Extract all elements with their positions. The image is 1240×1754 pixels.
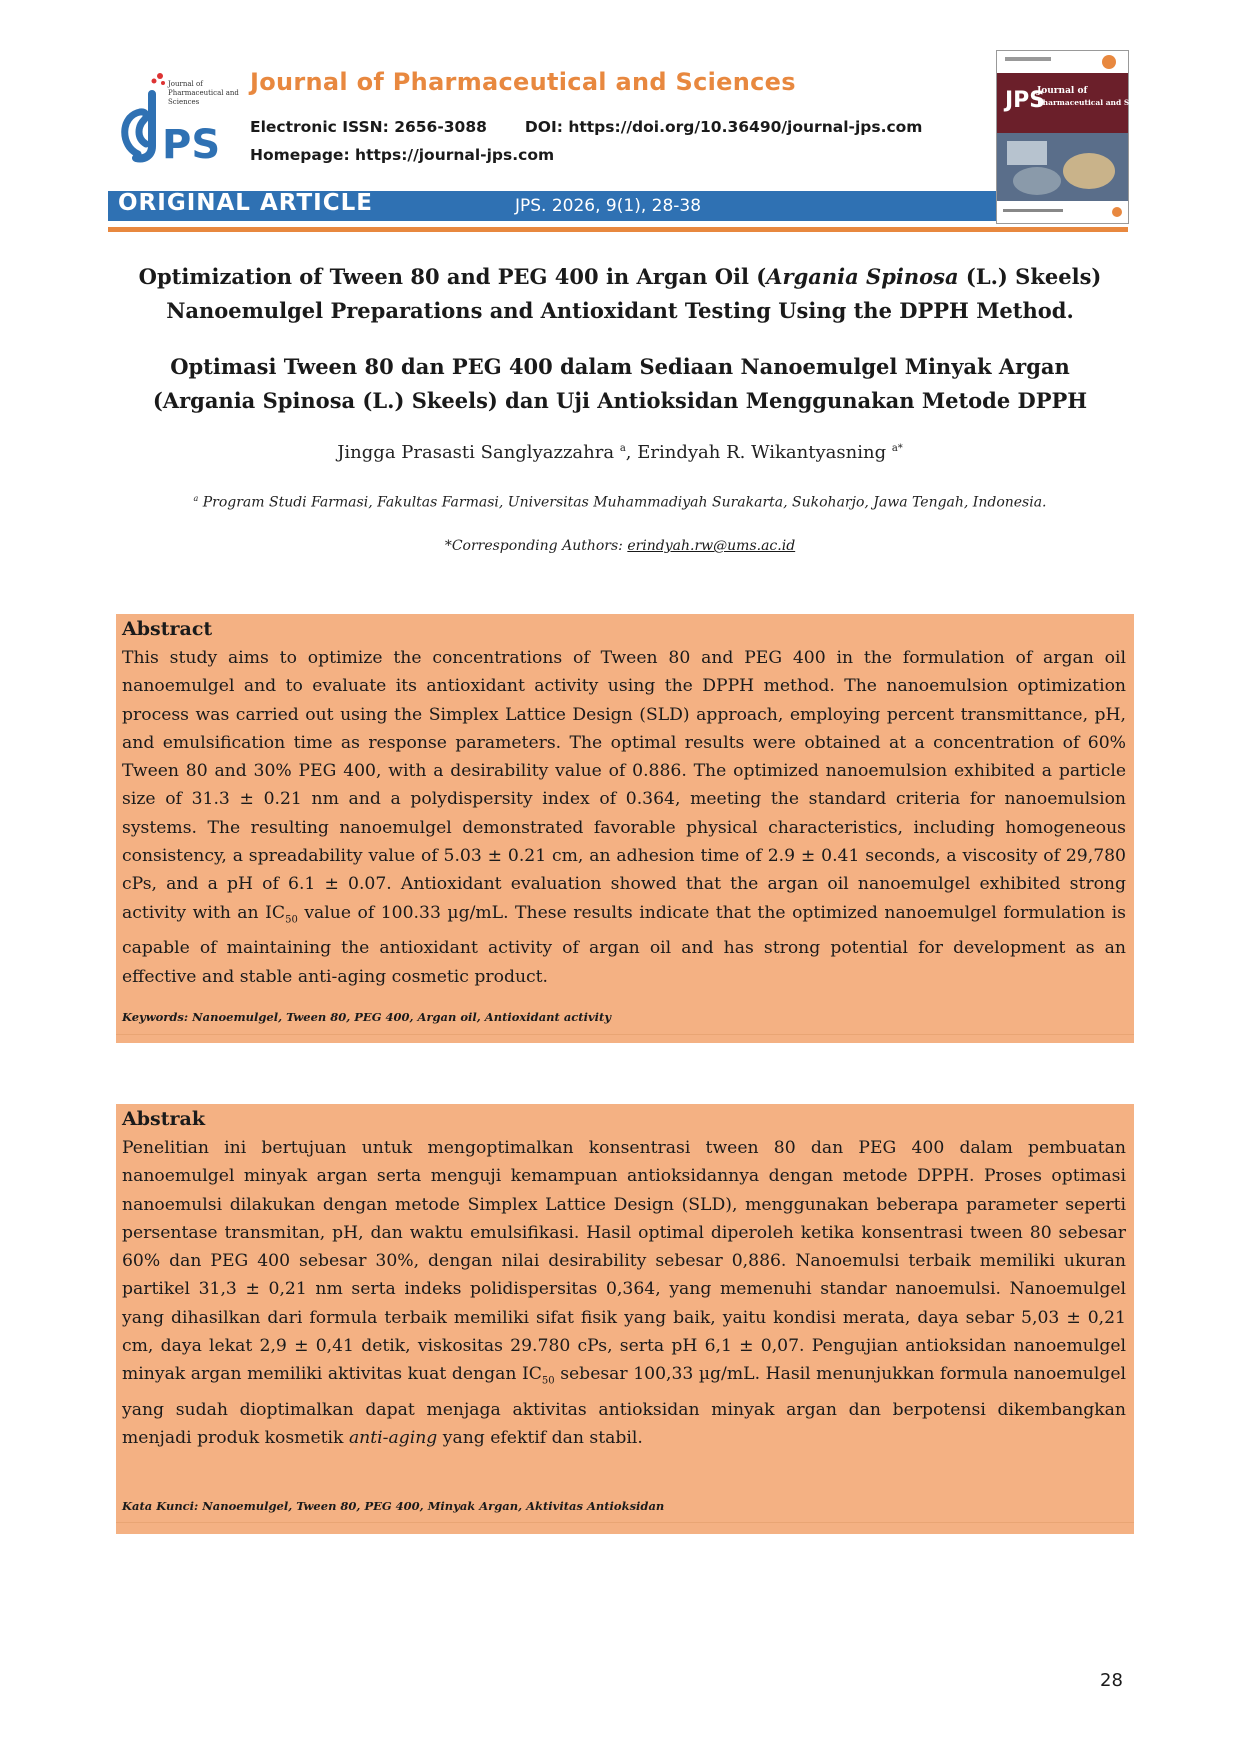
svg-text:Journal of: Journal of [1037,86,1088,96]
article-type-label: ORIGINAL ARTICLE [118,190,373,216]
abstrak-text-part-1: Penelitian ini bertujuan untuk mengoptimalkan konsentrasi tween 80 dan PEG 400 dalam pembuatan nanoemulgel minyak argan serta menguji kemampuan antioksidannya dengan metode DPPH. Proses optimasi nanoemulsi dilakukan dengan metode Simplex Lattice Design (SLD), menggunakan beberapa parameter seperti persentase transmitan, pH, dan waktu emulsifikasi. Hasil optimal diperoleh ketika konsentrasi tween 80 sebesar 60% dan PEG 400 sebesar 30%, dengan nilai desirability sebesar 0,886. Nanoemulsi terbaik memiliki ukuran partikel 31,3 ± 0,21 nm serta indeks polidispersitas 0,364, yang memenuhi standar nanoemulsi. Nanoemulgel yang dihasilkan dari formula terbaik memiliki sifat fisik yang baik, yaitu kondisi merata, daya sebar 5,03 ± 0,21 cm, daya lekat 2,9 ± 0,41 detik, viskositas 29.780 cPs, serta pH 6,1 ± 0,07. Pengujian antioksidan nanoemulgel minyak argan memiliki aktivitas kuat dengan IC [122,1138,1126,1385]
journal-cover-image [996,50,1161,224]
journal-identifiers [250,118,922,136]
affiliation-mark: a [193,494,199,503]
abstract-text-part-1: This study aims to optimize the concentrations of Tween 80 and PEG 400 in the formulation of argan oil nanoemulgel and to evaluate its antioxidant activity using the DPPH method. The nanoemulsion optimization process was carried out using the Simplex Lattice Design (SLD) approach, employing percent transmittance, pH, and emulsification time as response parameters. The optimal results were obtained at a concentration of 60% Tween 80 and 30% PEG 400, with a desirability value of 0.886. The optimized nanoemulsion exhibited a particle size of 31.3 ± 0.21 nm and a polydispersity index of 0.364, meeting the standard criteria for nanoemulsion systems. The resulting nanoemulgel demonstrated favorable physical characteristics, including homogeneous consistency, a spreadability value of 5.03 ± 0.21 cm, an adhesion time of 2.9 ± 0.41 seconds, a viscosity of 29,780 cPs, and a pH of 6.1 ± 0.07. Antioxidant evaluation showed that the argan oil nanoemulgel exhibited strong activity with an IC [122,648,1126,923]
doi-link[interactable]: DOI: https://doi.org/10.36490/journal-jps.com [524,118,923,136]
corresponding-email-link[interactable]: erindyah.rw@ums.ac.id [627,538,796,554]
author-2: Erindyah R. Wikantyasning [637,442,887,463]
svg-text:Pharmaceutical and: Pharmaceutical and [168,89,239,97]
article-title-indonesian: Optimasi Tween 80 dan PEG 400 dalam Sediaan Nanoemulgel Minyak Argan (Argania Spinosa (L.) Skeels) dan Uji Antioksidan Menggunakan Metode DPPH [152,354,1088,413]
affiliation [120,494,1120,511]
box-rule [116,1034,1134,1035]
page-number: 28 [1100,1670,1123,1691]
abstrak-text-part-2: sebesar 100,33 µg/mL. Hasil menunjukkan formula nanoemulgel yang sudah dioptimalkan dapat menjaga aktivitas antioksidan minyak argan dan berpotensi dikembangkan menjadi produk kosmetik [122,1364,1126,1449]
author-separator: , [625,442,638,463]
title-text-start: Optimization of Tween 80 and PEG 400 in Argan Oil ( [138,264,767,289]
article-reference: JPS. 2026, 9(1), 28-38 [515,196,702,216]
issn: Electronic ISSN: 2656-3088 [250,118,487,136]
svg-text:Sciences: Sciences [168,98,200,106]
box-rule [116,1522,1134,1523]
author-1-affiliation-mark: a [619,443,626,454]
svg-text:Journal of: Journal of [168,80,203,88]
abstrak-heading: Abstrak [122,1108,205,1130]
abstrak-text [122,1134,1126,1453]
keywords-list: : Nanoemulgel, Tween 80, PEG 400, Argan oil, Antioxidant activity [183,1010,611,1024]
journal-logo [116,72,254,168]
affiliation-text: Program Studi Farmasi, Fakultas Farmasi, Universitas Muhammadiyah Surakarta, Sukoharjo, Jawa Tengah, Indonesia. [198,494,1047,511]
svg-text:JPS: JPS [1005,88,1046,113]
abstract-text-part-2: value of 100.33 µg/mL. These results indicate that the optimized nanoemulgel formulation is capable of maintaining the antioxidant activity of argan oil and has strong potential for development as an effective and stable anti-aging cosmetic product. [122,902,1127,987]
header-divider [108,227,1128,232]
ic-subscript: 50 [541,1375,555,1387]
ic-subscript: 50 [285,914,298,926]
abstract-box-indonesian [116,1104,1134,1534]
species-name: Argania Spinosa [766,264,959,289]
keywords [122,1010,611,1024]
abstract-heading: Abstract [122,618,213,640]
corresponding-label: *Corresponding Authors: [444,538,628,554]
logo-mark: PS [162,122,221,168]
abstract-box-english [116,614,1134,1043]
homepage-link[interactable]: Homepage: https://journal-jps.com [250,146,555,164]
corresponding-author [120,538,1120,554]
author-1: Jingga Prasasti Sanglyazzahra [337,442,615,463]
title-text-end: (L.) Skeels) Nanoemulgel Preparations and Antioxidant Testing Using the DPPH Method. [166,264,1102,323]
article-title-english [120,260,1120,328]
abstract-text [122,644,1126,991]
author-list [120,442,1120,463]
author-2-affiliation-mark: a* [891,443,903,454]
kata-kunci: Kata Kunci: Nanoemulgel, Tween 80, PEG 400, Minyak Argan, Aktivitas Antioksidan [122,1499,665,1513]
svg-text:Pharmaceutical and Sciences: Pharmaceutical and Sciences [1037,98,1161,107]
italic-term: anti-aging [348,1428,438,1449]
journal-title: Journal of Pharmaceutical and Sciences [250,68,796,96]
keywords-label: Keywords [122,1010,184,1024]
abstrak-text-part-3: yang efektif dan stabil. [437,1428,643,1449]
